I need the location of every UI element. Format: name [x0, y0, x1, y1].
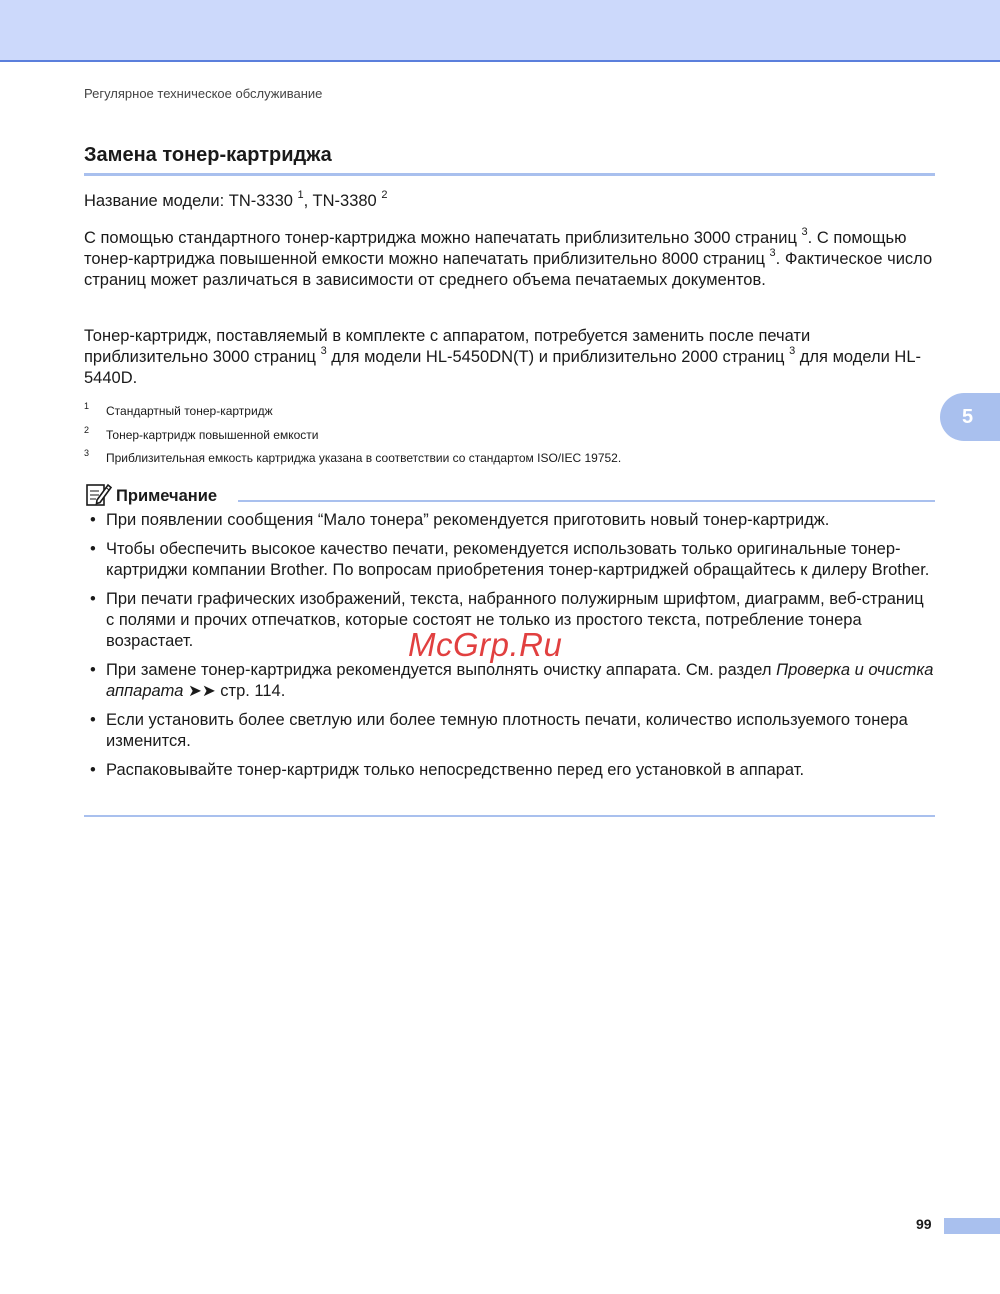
page-number: 99 — [916, 1216, 932, 1232]
paragraph-text: для модели HL-5440D. — [84, 348, 922, 387]
double-arrow-icon: ➤➤ — [188, 682, 216, 700]
footnote-number: 3 — [84, 448, 90, 458]
paragraph-replacement — [84, 326, 935, 389]
paragraph-text: Тонер-картридж, поставляемый в комплекте с аппаратом, потребуется заменить после печати приблизительно 3000 страниц — [84, 327, 811, 366]
footnote-item — [84, 448, 935, 475]
footnote-number: 1 — [84, 401, 90, 411]
section-title: Замена тонер-картриджа — [84, 144, 935, 176]
footnote-text: Стандартный тонер-картридж — [106, 404, 273, 418]
paragraph-text: . С помощью тонер-картриджа повышенной емкости можно напечатать приблизительно 8000 страниц — [84, 229, 907, 268]
paragraph-text: С помощью стандартного тонер-картриджа можно напечатать приблизительно 3000 страниц — [84, 229, 797, 247]
page-reference: стр. 114. — [215, 682, 286, 700]
note-item: • Распаковывайте тонер-картридж только непосредственно перед его установкой в аппарат. — [84, 760, 935, 781]
watermark: McGrp.Ru — [408, 626, 563, 663]
footnote-text: Приблизительная емкость картриджа указана в соответствии со стандартом ISO/IEC 19752. — [106, 451, 622, 465]
paragraph-text: для модели HL-5450DN(T) и приблизительно 2000 страниц — [326, 348, 785, 366]
note-item-text: При замене тонер-картриджа рекомендуется выполнять очистку аппарата. См. раздел — [106, 661, 777, 679]
footnote-item — [84, 401, 935, 428]
cross-reference-link[interactable]: Проверка и очистка аппарата — [106, 661, 934, 700]
note-item: • При появлении сообщения “Мало тонера” рекомендуется приготовить новый тонер-картридж. — [84, 510, 935, 531]
note-item: • При печати графических изображений, текста, набранного полужирным шрифтом, диаграмм, веб-страниц с полями и прочих отпечатков, которые состоят не только из простого текста, потребление тонера возрастает. — [84, 589, 935, 652]
page-tab — [944, 1218, 1000, 1234]
footnote-ref[interactable]: 3 — [769, 246, 776, 259]
footnote-ref[interactable]: 1 — [297, 188, 304, 201]
footnote-ref[interactable]: 2 — [381, 188, 388, 201]
footnote-ref[interactable]: 3 — [789, 344, 796, 357]
footnote-ref[interactable]: 3 — [801, 225, 808, 238]
chapter-tab[interactable]: 5 — [940, 393, 1000, 441]
note-item: • Если установить более светлую или более темную плотность печати, количество используемого тонера изменится. — [84, 710, 935, 752]
model-line-prefix: Название модели: TN-3330 — [84, 192, 293, 210]
model-line — [84, 188, 935, 212]
header-band — [0, 0, 1000, 62]
footnote-item — [84, 424, 935, 452]
note-item: • Чтобы обеспечить высокое качество печати, рекомендуется использовать только оригинальные тонер-картриджи компании Brother. По вопросам приобретения тонер-картриджей обращайтесь к дилеру Brother. — [84, 539, 935, 581]
footnotes — [84, 401, 935, 475]
note-pencil-icon — [84, 481, 112, 507]
footnote-text: Тонер-картридж повышенной емкости — [106, 427, 319, 442]
note-bottom-divider — [84, 815, 935, 817]
footnote-ref[interactable]: 3 — [320, 344, 327, 357]
running-header: Регулярное техническое обслуживание — [84, 86, 323, 101]
note-header — [84, 481, 935, 507]
note-item — [84, 660, 935, 702]
note-title: Примечание — [116, 487, 218, 505]
footnote-number: 2 — [84, 424, 90, 435]
note-divider — [238, 500, 935, 502]
model-line-sep: , TN-3380 — [303, 192, 377, 210]
paragraph-text: . Фактическое число страниц может различаться в зависимости от среднего объема печатаемых документов. — [84, 250, 933, 289]
paragraph-capacity — [84, 225, 935, 291]
